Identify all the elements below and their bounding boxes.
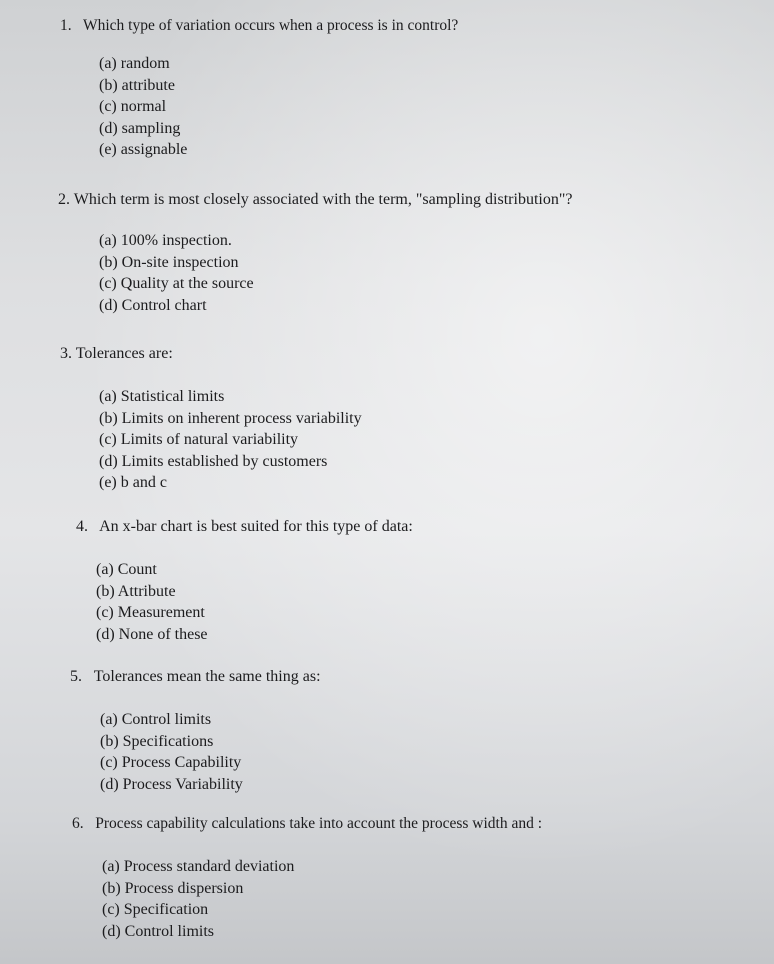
question-4-options bbox=[96, 559, 766, 645]
option-d: (d) sampling bbox=[99, 119, 181, 137]
question-5-text: Tolerances mean the same thing as: bbox=[93, 668, 321, 685]
option-c: (c) normal bbox=[99, 98, 167, 115]
option-c: (c) Specification bbox=[102, 901, 209, 918]
option-c: (c) Process Capability bbox=[100, 754, 242, 771]
question-1-text: Which type of variation occurs when a process is in control? bbox=[82, 17, 459, 34]
question-3-prompt bbox=[60, 344, 750, 364]
question-3-number: 3. bbox=[60, 345, 72, 362]
question-2-options bbox=[99, 230, 748, 316]
option-b: (b) attribute bbox=[99, 76, 175, 94]
question-6 bbox=[72, 814, 762, 942]
question-1-number: 1. bbox=[60, 17, 72, 34]
question-1-options bbox=[99, 53, 750, 161]
question-3 bbox=[60, 344, 750, 494]
option-a: (a) Count bbox=[96, 561, 157, 578]
option-c: (c) Limits of natural variability bbox=[99, 431, 299, 448]
question-5-options bbox=[100, 709, 760, 795]
option-d: (d) Limits established by customers bbox=[99, 452, 328, 470]
option-b: (b) Limits on inherent process variability bbox=[99, 409, 362, 427]
question-4-number: 4. bbox=[76, 518, 88, 535]
question-2 bbox=[58, 190, 748, 316]
option-d: (d) Process Variability bbox=[100, 775, 243, 793]
question-6-number: 6. bbox=[72, 815, 84, 832]
question-6-options bbox=[102, 856, 762, 942]
question-6-text: Process capability calculations take into account the process width and : bbox=[95, 815, 543, 832]
option-d: (d) Control chart bbox=[99, 296, 207, 314]
question-4 bbox=[76, 517, 766, 645]
option-b: (b) Specifications bbox=[100, 732, 214, 750]
question-3-options bbox=[99, 386, 750, 494]
option-a: (a) Process standard deviation bbox=[102, 858, 295, 875]
question-5 bbox=[70, 667, 760, 795]
question-2-text: Which term is most closely associated with the term, "sampling distribution"? bbox=[73, 191, 573, 208]
question-2-number: 2. bbox=[58, 191, 70, 208]
option-c: (c) Quality at the source bbox=[99, 275, 254, 292]
option-a: (a) Statistical limits bbox=[99, 388, 225, 405]
option-b: (b) Process dispersion bbox=[102, 879, 244, 897]
question-1 bbox=[60, 16, 750, 161]
option-e: (e) b and c bbox=[99, 474, 167, 491]
question-4-prompt bbox=[76, 517, 766, 537]
question-3-text: Tolerances are: bbox=[75, 345, 173, 362]
option-a: (a) 100% inspection. bbox=[99, 232, 232, 249]
option-b: (b) Attribute bbox=[96, 582, 176, 600]
option-a: (a) random bbox=[99, 55, 170, 72]
option-e: (e) assignable bbox=[99, 141, 188, 158]
question-5-prompt bbox=[70, 667, 760, 687]
option-c: (c) Measurement bbox=[96, 604, 205, 621]
question-2-prompt bbox=[58, 190, 748, 210]
question-4-text: An x-bar chart is best suited for this type of data: bbox=[99, 518, 413, 535]
question-1-prompt bbox=[60, 16, 750, 36]
option-b: (b) On-site inspection bbox=[99, 253, 239, 271]
option-d: (d) Control limits bbox=[102, 922, 214, 940]
question-5-number: 5. bbox=[70, 668, 82, 685]
option-a: (a) Control limits bbox=[100, 711, 212, 728]
option-d: (d) None of these bbox=[96, 625, 208, 643]
question-6-prompt bbox=[72, 814, 762, 834]
